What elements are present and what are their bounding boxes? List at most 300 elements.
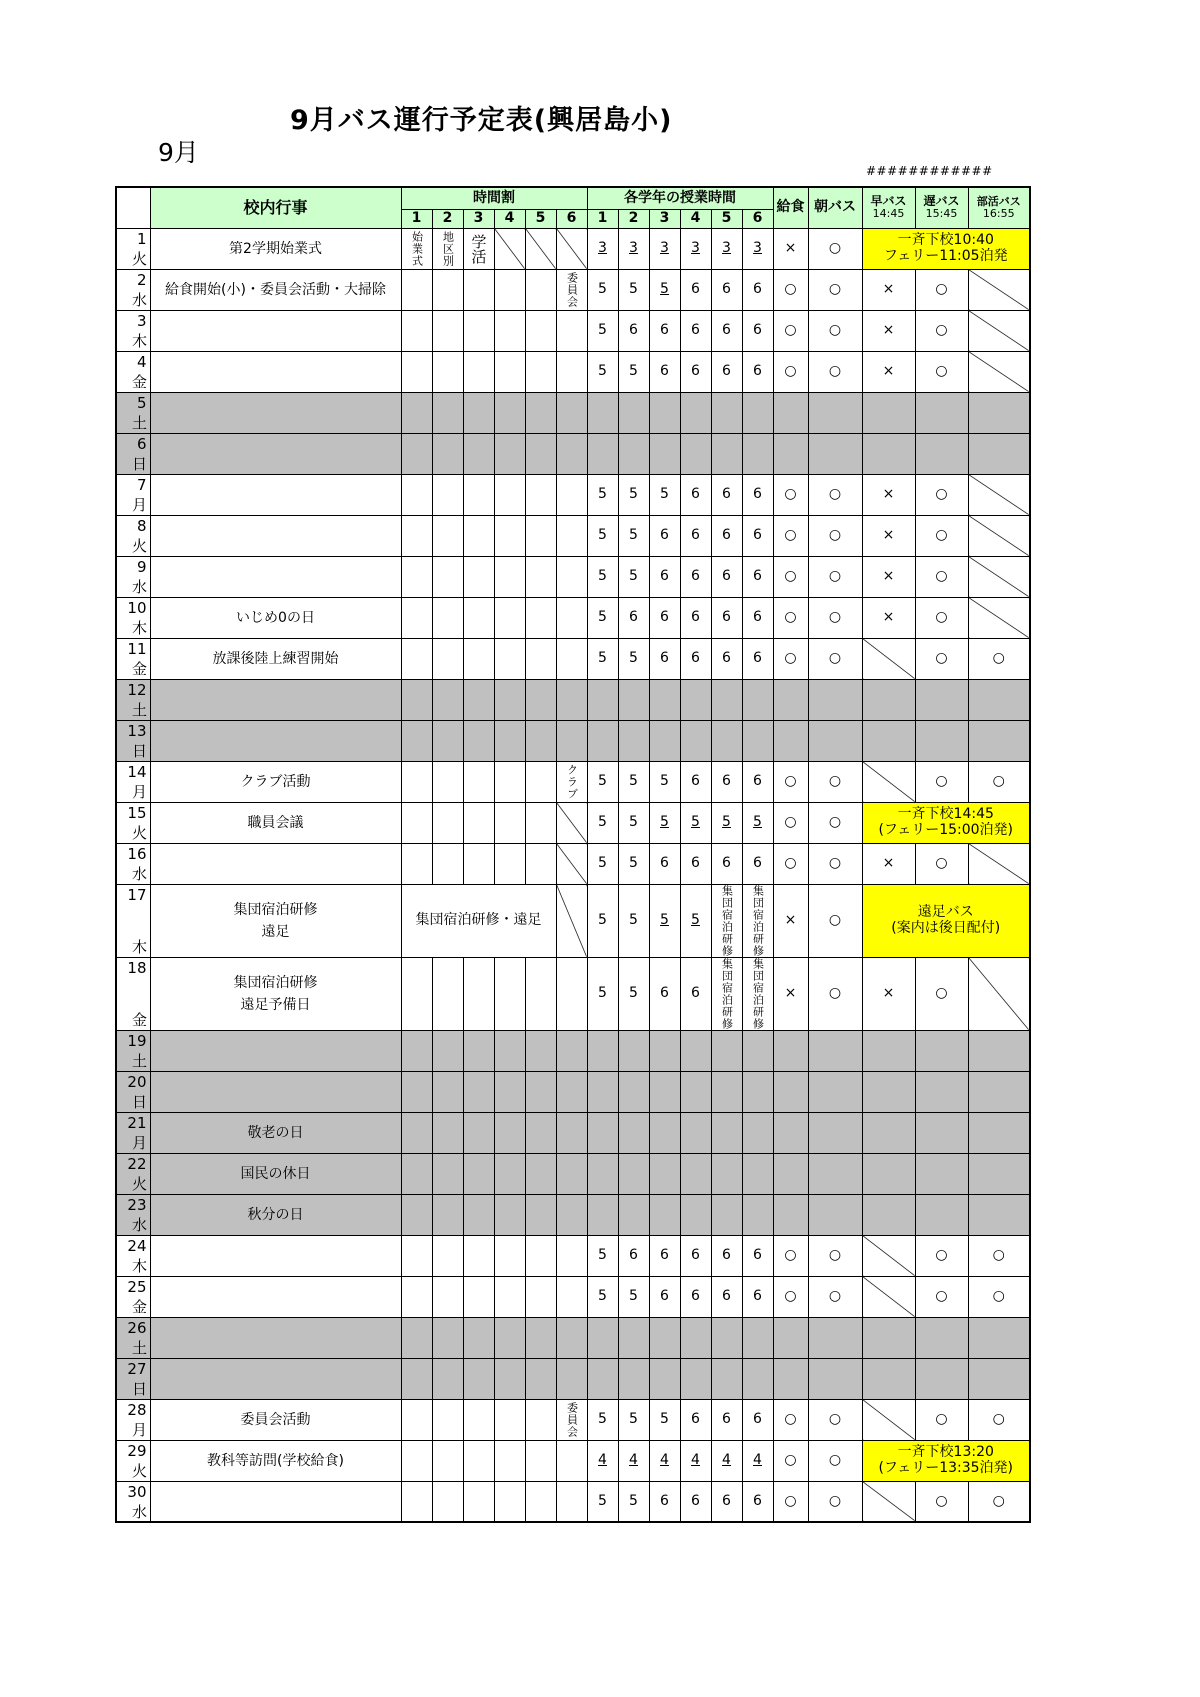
grade-3-hours: 6 bbox=[649, 310, 680, 351]
timetable-period-4 bbox=[494, 957, 525, 1030]
grade-2-hours: 5 bbox=[618, 957, 649, 1030]
empty-cell bbox=[773, 392, 808, 433]
empty-cell bbox=[556, 433, 587, 474]
early-bus-na bbox=[862, 761, 915, 802]
timetable-period-2 bbox=[432, 597, 463, 638]
event-cell bbox=[150, 761, 401, 802]
empty-cell bbox=[915, 1112, 968, 1153]
weekday: 金 bbox=[132, 1011, 148, 1029]
empty-cell bbox=[862, 1194, 915, 1235]
timetable-period-2 bbox=[432, 310, 463, 351]
club-bus-cell: ○ bbox=[968, 1399, 1030, 1440]
header-timetable: 時間割 bbox=[401, 187, 587, 209]
schedule-table bbox=[115, 186, 1031, 1523]
early-bus-na bbox=[862, 1481, 915, 1522]
header-lunch: 給食 bbox=[773, 187, 808, 228]
grade-4-hours: 3 bbox=[680, 228, 711, 269]
weekday: 金 bbox=[132, 373, 148, 391]
empty-cell bbox=[680, 1194, 711, 1235]
table-row bbox=[116, 597, 1030, 638]
empty-cell bbox=[968, 1194, 1030, 1235]
event-text: 教科等訪問(学校給食) bbox=[207, 1452, 344, 1469]
timetable-period-5 bbox=[525, 1235, 556, 1276]
morning-bus-cell: ○ bbox=[808, 556, 862, 597]
grade-3-hours: 6 bbox=[649, 515, 680, 556]
timetable-period-4 bbox=[494, 228, 525, 269]
timetable-period-2 bbox=[432, 638, 463, 679]
day-cell bbox=[116, 843, 150, 884]
day-cell bbox=[116, 638, 150, 679]
empty-cell bbox=[556, 1071, 587, 1112]
event-cell bbox=[150, 802, 401, 843]
empty-cell bbox=[680, 1153, 711, 1194]
empty-cell bbox=[587, 1153, 618, 1194]
empty-cell bbox=[915, 392, 968, 433]
morning-bus-cell: ○ bbox=[808, 597, 862, 638]
early-bus-cell: × bbox=[862, 310, 915, 351]
early-bus-cell: × bbox=[862, 515, 915, 556]
lunch-cell: ○ bbox=[773, 1481, 808, 1522]
lunch-cell: ○ bbox=[773, 556, 808, 597]
grade-4: 4 bbox=[680, 209, 711, 228]
empty-cell bbox=[808, 1153, 862, 1194]
timetable-period-3 bbox=[463, 474, 494, 515]
grade-4-hours: 6 bbox=[680, 515, 711, 556]
grade-1-hours: 4 bbox=[587, 1440, 618, 1481]
empty-cell bbox=[587, 1030, 618, 1071]
day-cell bbox=[116, 1112, 150, 1153]
header-club-bus: 部活バス 16:55 bbox=[968, 187, 1030, 228]
empty-cell bbox=[556, 1030, 587, 1071]
grade-1-hours: 5 bbox=[587, 957, 618, 1030]
club-bus-na bbox=[968, 474, 1030, 515]
header-class-hours: 各学年の授業時間 bbox=[587, 187, 773, 209]
grade-2-hours: 5 bbox=[618, 556, 649, 597]
empty-cell bbox=[587, 1358, 618, 1399]
grade-5-hours: 6 bbox=[711, 761, 742, 802]
empty-cell bbox=[915, 433, 968, 474]
empty-cell bbox=[808, 1358, 862, 1399]
empty-cell bbox=[618, 1317, 649, 1358]
club-bus-cell: ○ bbox=[968, 761, 1030, 802]
empty-cell bbox=[401, 1153, 432, 1194]
timetable-period-5 bbox=[525, 228, 556, 269]
empty-cell bbox=[401, 679, 432, 720]
empty-cell bbox=[587, 1112, 618, 1153]
timetable-period-1 bbox=[401, 310, 432, 351]
grade-6-hours: 集団宿泊研修 bbox=[742, 884, 773, 957]
empty-cell bbox=[680, 1030, 711, 1071]
event-cell bbox=[150, 228, 401, 269]
timetable-period-5 bbox=[525, 957, 556, 1030]
table-row bbox=[116, 1317, 1030, 1358]
late-bus-cell: ○ bbox=[915, 1276, 968, 1317]
lunch-cell: × bbox=[773, 957, 808, 1030]
day-number: 3 bbox=[136, 311, 147, 330]
grade-5-hours: 6 bbox=[711, 638, 742, 679]
weekday: 木 bbox=[132, 619, 148, 637]
empty-cell bbox=[525, 720, 556, 761]
timetable-period-4 bbox=[494, 1399, 525, 1440]
empty-cell bbox=[432, 1030, 463, 1071]
empty-cell bbox=[862, 433, 915, 474]
empty-cell bbox=[649, 679, 680, 720]
empty-cell bbox=[968, 392, 1030, 433]
empty-cell bbox=[711, 1112, 742, 1153]
early-bus-cell: × bbox=[862, 351, 915, 392]
timetable-period-1 bbox=[401, 474, 432, 515]
grade-6-hours: 6 bbox=[742, 269, 773, 310]
grade-6-hours: 6 bbox=[742, 556, 773, 597]
late-bus-cell: ○ bbox=[915, 597, 968, 638]
lunch-cell: ○ bbox=[773, 597, 808, 638]
club-bus-na bbox=[968, 597, 1030, 638]
event-cell bbox=[150, 433, 401, 474]
empty-cell bbox=[711, 1030, 742, 1071]
lunch-cell: ○ bbox=[773, 310, 808, 351]
day-number: 6 bbox=[136, 434, 147, 453]
empty-cell bbox=[915, 1194, 968, 1235]
day-number: 21 bbox=[127, 1113, 147, 1132]
timetable-period-6 bbox=[556, 1235, 587, 1276]
grade-1-hours: 5 bbox=[587, 474, 618, 515]
empty-cell bbox=[525, 1030, 556, 1071]
grade-6-hours: 5 bbox=[742, 802, 773, 843]
grade-2-hours: 5 bbox=[618, 351, 649, 392]
empty-cell bbox=[432, 1112, 463, 1153]
timetable-period-3 bbox=[463, 761, 494, 802]
grade-5-hours: 6 bbox=[711, 843, 742, 884]
grade-6-hours: 6 bbox=[742, 1235, 773, 1276]
empty-cell bbox=[773, 1030, 808, 1071]
timetable-period-2 bbox=[432, 1235, 463, 1276]
day-cell bbox=[116, 392, 150, 433]
day-number: 2 bbox=[136, 270, 147, 289]
day-cell bbox=[116, 884, 150, 957]
timetable-period-6 bbox=[556, 843, 587, 884]
grade-6-hours: 6 bbox=[742, 597, 773, 638]
table-row bbox=[116, 761, 1030, 802]
table-row bbox=[116, 1481, 1030, 1522]
early-bus-na bbox=[862, 1399, 915, 1440]
empty-cell bbox=[649, 392, 680, 433]
day-number: 15 bbox=[127, 803, 147, 822]
weekday: 土 bbox=[132, 1052, 148, 1070]
grade-6-hours: 6 bbox=[742, 310, 773, 351]
timetable-period-2 bbox=[432, 351, 463, 392]
empty-cell bbox=[587, 1071, 618, 1112]
grade-2-hours: 6 bbox=[618, 597, 649, 638]
grade-6-hours: 6 bbox=[742, 843, 773, 884]
morning-bus-cell: ○ bbox=[808, 957, 862, 1030]
timetable-period-5 bbox=[525, 638, 556, 679]
empty-cell bbox=[618, 1071, 649, 1112]
grade-1: 1 bbox=[587, 209, 618, 228]
day-number: 12 bbox=[127, 680, 147, 699]
empty-cell bbox=[968, 1071, 1030, 1112]
timetable-period-6 bbox=[556, 1440, 587, 1481]
grade-6: 6 bbox=[742, 209, 773, 228]
grade-3-hours: 6 bbox=[649, 556, 680, 597]
timetable-period-4 bbox=[494, 351, 525, 392]
late-bus-cell: ○ bbox=[915, 957, 968, 1030]
empty-cell bbox=[556, 1194, 587, 1235]
late-bus-cell: ○ bbox=[915, 843, 968, 884]
lunch-cell: ○ bbox=[773, 638, 808, 679]
day-number: 1 bbox=[136, 229, 147, 248]
timetable-period-4 bbox=[494, 269, 525, 310]
timetable-period-6 bbox=[556, 474, 587, 515]
day-cell bbox=[116, 1153, 150, 1194]
lunch-cell: ○ bbox=[773, 351, 808, 392]
day-cell bbox=[116, 761, 150, 802]
club-bus-cell: ○ bbox=[968, 1481, 1030, 1522]
lunch-cell: ○ bbox=[773, 269, 808, 310]
lunch-cell: ○ bbox=[773, 761, 808, 802]
empty-cell bbox=[525, 1153, 556, 1194]
empty-cell bbox=[401, 1194, 432, 1235]
event-cell bbox=[150, 679, 401, 720]
empty-cell bbox=[618, 679, 649, 720]
empty-cell bbox=[649, 1071, 680, 1112]
empty-cell bbox=[556, 1358, 587, 1399]
event-text: 国民の休日 bbox=[240, 1165, 311, 1182]
timetable-period-2: 地区別 bbox=[432, 228, 463, 269]
timetable-period-5 bbox=[525, 310, 556, 351]
weekday: 日 bbox=[132, 1380, 148, 1398]
empty-cell bbox=[587, 392, 618, 433]
grade-4-hours: 6 bbox=[680, 761, 711, 802]
day-cell bbox=[116, 1317, 150, 1358]
timetable-period-2 bbox=[432, 761, 463, 802]
empty-cell bbox=[773, 1358, 808, 1399]
grade-6-hours: 6 bbox=[742, 351, 773, 392]
timetable-period-1 bbox=[401, 269, 432, 310]
timetable-period-5 bbox=[525, 1399, 556, 1440]
empty-cell bbox=[463, 1317, 494, 1358]
grade-3-hours: 6 bbox=[649, 1481, 680, 1522]
empty-cell bbox=[862, 679, 915, 720]
grade-3-hours: 6 bbox=[649, 597, 680, 638]
empty-cell bbox=[808, 392, 862, 433]
empty-cell bbox=[680, 1112, 711, 1153]
timetable-period-1 bbox=[401, 802, 432, 843]
empty-cell bbox=[742, 392, 773, 433]
empty-cell bbox=[742, 679, 773, 720]
empty-cell bbox=[742, 1317, 773, 1358]
day-cell bbox=[116, 720, 150, 761]
day-number: 7 bbox=[136, 475, 147, 494]
timetable-period-3 bbox=[463, 1481, 494, 1522]
grade-3-hours: 6 bbox=[649, 1276, 680, 1317]
grade-2-hours: 5 bbox=[618, 1399, 649, 1440]
table-row bbox=[116, 515, 1030, 556]
empty-cell bbox=[494, 1030, 525, 1071]
empty-cell bbox=[711, 1071, 742, 1112]
grade-2-hours: 5 bbox=[618, 269, 649, 310]
empty-cell bbox=[401, 720, 432, 761]
event-text: クラブ活動 bbox=[240, 773, 311, 790]
event-cell bbox=[150, 1481, 401, 1522]
bus-note-line: 遠足バス bbox=[917, 904, 974, 921]
empty-cell bbox=[742, 1358, 773, 1399]
grade-6-hours: 集団宿泊研修 bbox=[742, 957, 773, 1030]
empty-cell bbox=[742, 1153, 773, 1194]
timetable-period-6 bbox=[556, 556, 587, 597]
empty-cell bbox=[401, 1112, 432, 1153]
table-row bbox=[116, 1276, 1030, 1317]
empty-cell bbox=[968, 1112, 1030, 1153]
empty-cell bbox=[862, 392, 915, 433]
timetable-period-1 bbox=[401, 761, 432, 802]
empty-cell bbox=[968, 720, 1030, 761]
empty-cell bbox=[401, 392, 432, 433]
empty-cell bbox=[494, 720, 525, 761]
grade-1-hours: 5 bbox=[587, 638, 618, 679]
grade-2-hours: 5 bbox=[618, 638, 649, 679]
grade-5-hours: 6 bbox=[711, 1235, 742, 1276]
empty-cell bbox=[711, 433, 742, 474]
grade-6-hours: 6 bbox=[742, 515, 773, 556]
period-4: 4 bbox=[494, 209, 525, 228]
timetable-period-1: 始業式 bbox=[401, 228, 432, 269]
late-bus-cell: ○ bbox=[915, 1481, 968, 1522]
grade-1-hours: 5 bbox=[587, 310, 618, 351]
grade-2-hours: 5 bbox=[618, 1276, 649, 1317]
empty-cell bbox=[808, 1030, 862, 1071]
early-bus-na bbox=[862, 1276, 915, 1317]
timetable-period-4 bbox=[494, 843, 525, 884]
timetable-period-5 bbox=[525, 556, 556, 597]
grade-6-hours: 3 bbox=[742, 228, 773, 269]
timetable-period-6 bbox=[556, 1481, 587, 1522]
timetable-period-3 bbox=[463, 1440, 494, 1481]
lunch-cell: ○ bbox=[773, 1440, 808, 1481]
bus-note-line: (案内は後日配付) bbox=[891, 919, 1001, 936]
grade-1-hours: 5 bbox=[587, 597, 618, 638]
empty-cell bbox=[463, 1358, 494, 1399]
period-5: 5 bbox=[525, 209, 556, 228]
event-cell bbox=[150, 884, 401, 957]
early-bus-cell: × bbox=[862, 474, 915, 515]
day-number: 13 bbox=[127, 721, 147, 740]
timetable-period-2 bbox=[432, 1440, 463, 1481]
grade-5-hours: 6 bbox=[711, 474, 742, 515]
timetable-period-2 bbox=[432, 1399, 463, 1440]
empty-cell bbox=[711, 392, 742, 433]
timetable-period-3 bbox=[463, 351, 494, 392]
day-cell bbox=[116, 515, 150, 556]
timetable-period-4 bbox=[494, 597, 525, 638]
day-number: 10 bbox=[127, 598, 147, 617]
grade-4-hours: 5 bbox=[680, 802, 711, 843]
weekday: 日 bbox=[132, 455, 148, 473]
timetable-period-5 bbox=[525, 474, 556, 515]
day-number: 8 bbox=[136, 516, 147, 535]
morning-bus-cell: ○ bbox=[808, 884, 862, 957]
empty-cell bbox=[556, 392, 587, 433]
timetable-period-5 bbox=[525, 1276, 556, 1317]
grade-4-hours: 6 bbox=[680, 1235, 711, 1276]
day-number: 28 bbox=[127, 1400, 147, 1419]
table-row bbox=[116, 679, 1030, 720]
table-row bbox=[116, 720, 1030, 761]
lunch-cell: ○ bbox=[773, 515, 808, 556]
timetable-period-1 bbox=[401, 1235, 432, 1276]
corner-cell bbox=[116, 187, 150, 228]
table-row bbox=[116, 638, 1030, 679]
timetable-period-3 bbox=[463, 1276, 494, 1317]
empty-cell bbox=[915, 1317, 968, 1358]
event-cell bbox=[150, 1071, 401, 1112]
empty-cell bbox=[742, 1194, 773, 1235]
empty-cell bbox=[432, 1358, 463, 1399]
grade-3: 3 bbox=[649, 209, 680, 228]
event-cell bbox=[150, 597, 401, 638]
empty-cell bbox=[711, 1317, 742, 1358]
day-number: 26 bbox=[127, 1318, 147, 1337]
grade-5-hours: 3 bbox=[711, 228, 742, 269]
empty-cell bbox=[680, 720, 711, 761]
empty-cell bbox=[773, 679, 808, 720]
day-number: 25 bbox=[127, 1277, 147, 1296]
timetable-period-1 bbox=[401, 556, 432, 597]
empty-cell bbox=[556, 1317, 587, 1358]
empty-cell bbox=[742, 1071, 773, 1112]
day-cell bbox=[116, 1030, 150, 1071]
empty-cell bbox=[649, 1317, 680, 1358]
weekday: 日 bbox=[132, 1093, 148, 1111]
grade-1-hours: 5 bbox=[587, 843, 618, 884]
lunch-cell: ○ bbox=[773, 1235, 808, 1276]
bus-note-line: 一斉下校13:20 bbox=[897, 1444, 994, 1461]
grade-4-hours: 6 bbox=[680, 474, 711, 515]
event-cell bbox=[150, 1440, 401, 1481]
weekday: 土 bbox=[132, 1339, 148, 1357]
event-cell bbox=[150, 1358, 401, 1399]
empty-cell bbox=[711, 1153, 742, 1194]
day-cell bbox=[116, 1440, 150, 1481]
weekday: 月 bbox=[132, 1421, 148, 1439]
empty-cell bbox=[915, 679, 968, 720]
period-2: 2 bbox=[432, 209, 463, 228]
morning-bus-cell: ○ bbox=[808, 1481, 862, 1522]
morning-bus-cell: ○ bbox=[808, 269, 862, 310]
grade-6-hours: 6 bbox=[742, 1481, 773, 1522]
timetable-period-2 bbox=[432, 1276, 463, 1317]
grade-4-hours: 6 bbox=[680, 269, 711, 310]
empty-cell bbox=[432, 1317, 463, 1358]
empty-cell bbox=[862, 1153, 915, 1194]
timetable-period-1 bbox=[401, 351, 432, 392]
grade-6-hours: 6 bbox=[742, 1276, 773, 1317]
timetable-period-4 bbox=[494, 761, 525, 802]
club-bus-cell: ○ bbox=[968, 1235, 1030, 1276]
empty-cell bbox=[680, 392, 711, 433]
empty-cell bbox=[808, 1317, 862, 1358]
grade-5-hours: 5 bbox=[711, 802, 742, 843]
grade-4-hours: 5 bbox=[680, 884, 711, 957]
weekday: 水 bbox=[132, 1502, 148, 1521]
day-cell bbox=[116, 228, 150, 269]
late-bus-cell: ○ bbox=[915, 556, 968, 597]
grade-5-hours: 6 bbox=[711, 1276, 742, 1317]
empty-cell bbox=[680, 433, 711, 474]
empty-cell bbox=[525, 1071, 556, 1112]
timetable-period-3 bbox=[463, 843, 494, 884]
morning-bus-cell: ○ bbox=[808, 1399, 862, 1440]
grade-3-hours: 6 bbox=[649, 638, 680, 679]
